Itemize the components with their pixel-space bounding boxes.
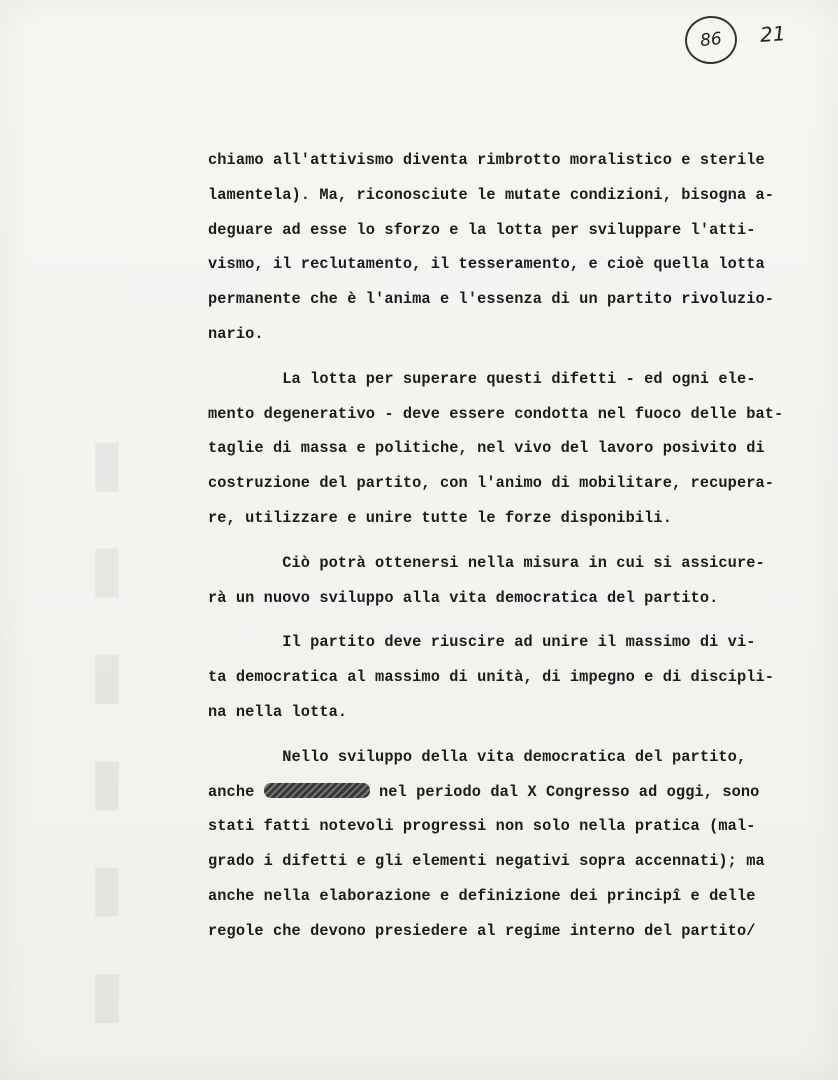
text-line: re, utilizzare e unire tutte le forze disponibili. bbox=[208, 508, 672, 527]
text-line-with-redaction bbox=[208, 780, 808, 815]
text-line: lamentela). Ma, riconosciute le mutate condizioni, bisogna a- bbox=[208, 185, 775, 204]
page-number: 21 bbox=[759, 21, 787, 47]
text-line: permanente che è l'anima e l'essenza di un partito rivoluzio- bbox=[208, 290, 775, 309]
typewritten-body bbox=[208, 148, 808, 954]
text-line: mento degenerativo - deve essere condotta nel fuoco delle bat- bbox=[208, 404, 784, 423]
text-line: anche nella elaborazione e definizione dei principî e delle bbox=[208, 886, 756, 905]
text-line: ta democratica al massimo di unità, di impegno e di discipli- bbox=[208, 668, 775, 687]
text-line: Ciò potrà ottenersi nella misura in cui si assicure- bbox=[208, 553, 765, 572]
text-line: vismo, il reclutamento, il tesseramento, e cioè quella lotta bbox=[208, 255, 765, 274]
text-fragment: nel periodo dal X Congresso ad oggi, sono bbox=[369, 782, 760, 801]
text-line: regole che devono presiedere al regime interno del partito/ bbox=[208, 921, 756, 940]
text-line: grado i difetti e gli elementi negativi sopra accennati); ma bbox=[208, 852, 765, 871]
text-fragment: anche bbox=[208, 782, 255, 801]
text-line: rà un nuovo sviluppo alla vita democratica del partito. bbox=[208, 588, 719, 607]
text-line: Nello sviluppo della vita democratica del partito, bbox=[208, 747, 747, 766]
redaction-scribble bbox=[264, 783, 370, 798]
text-line: nario. bbox=[208, 324, 264, 343]
text-line: La lotta per superare questi difetti - ed ogni ele- bbox=[208, 369, 756, 388]
bleed-through-watermark: ▮ ▮ ▮ ▮ ▮ ▮ bbox=[70, 428, 144, 1040]
text-line: costruzione del partito, con l'animo di mobilitare, recupera- bbox=[208, 474, 775, 493]
text-line: deguare ad esse lo sforzo e la lotta per sviluppare l'atti- bbox=[208, 220, 756, 239]
circled-page-stamp bbox=[683, 13, 740, 66]
text-line: Il partito deve riuscire ad unire il massimo di vi- bbox=[208, 633, 756, 652]
text-line: chiamo all'attivismo diventa rimbrotto moralistico e sterile bbox=[208, 151, 765, 169]
text-line: na nella lotta. bbox=[208, 702, 348, 721]
circled-number: 86 bbox=[699, 28, 723, 52]
text-line: stati fatti notevoli progressi non solo nella pratica (mal- bbox=[208, 817, 756, 836]
text-line: taglie di massa e politiche, nel vivo del lavoro posivito di bbox=[208, 439, 765, 458]
